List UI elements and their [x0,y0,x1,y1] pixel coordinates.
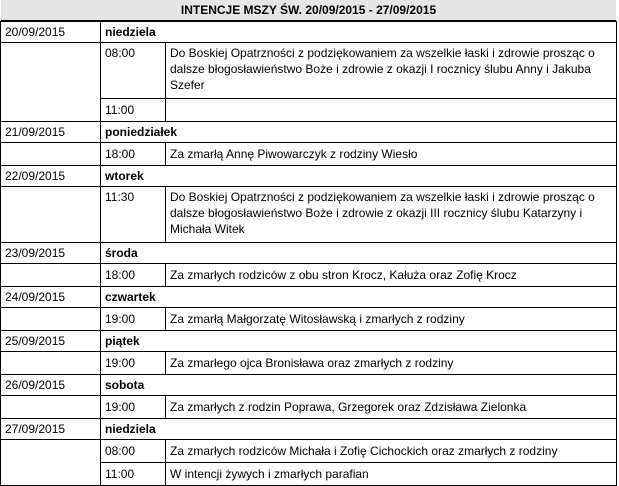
mass-intention: Za zmarłych rodziców z obu stron Krocz, Kałuża oraz Zofię Krocz [166,264,617,287]
day-date: 21/09/2015 [1,122,101,143]
day-header-row [1,287,617,308]
day-name: niedziela [101,419,617,440]
day-header-row [1,243,617,264]
day-date: 23/09/2015 [1,243,101,264]
mass-time: 19:00 [101,352,166,375]
day-name: sobota [101,375,617,396]
mass-row [1,43,617,99]
day-date: 27/09/2015 [1,419,101,440]
date-spacer [1,440,101,463]
day-header-row [1,375,617,396]
mass-time: 08:00 [101,440,166,463]
mass-time: 19:00 [101,396,166,419]
intentions-table [0,21,617,486]
mass-time: 19:00 [101,308,166,331]
mass-intention: W intencji żywych i zmarłych parafian [166,463,617,486]
date-spacer [1,396,101,419]
mass-time: 18:00 [101,264,166,287]
date-spacer [1,308,101,331]
mass-row [1,99,617,122]
mass-intention: Za zmarłych rodziców Michała i Zofię Cichockich oraz zmarłych z rodziny [166,440,617,463]
mass-time: 11:30 [101,187,166,243]
day-name: poniedziałek [101,122,617,143]
day-header-row [1,122,617,143]
date-spacer [1,43,101,99]
mass-row [1,440,617,463]
mass-time: 11:00 [101,463,166,486]
mass-row [1,463,617,486]
mass-intention: Za zmarłą Annę Piwowarczyk z rodziny Wiesło [166,143,617,166]
mass-time: 08:00 [101,43,166,99]
day-header-row [1,166,617,187]
day-name: piątek [101,331,617,352]
day-date: 22/09/2015 [1,166,101,187]
day-name: czwartek [101,287,617,308]
day-name: wtorek [101,166,617,187]
date-spacer [1,187,101,243]
date-spacer [1,352,101,375]
day-date: 20/09/2015 [1,22,101,43]
day-name: niedziela [101,22,617,43]
mass-row [1,187,617,243]
day-date: 26/09/2015 [1,375,101,396]
mass-row [1,396,617,419]
mass-intention: Do Boskiej Opatrzności z podziękowaniem za wszelkie łaski i zdrowie prosząc o dalsze błogosławieństwo Boże i zdrowie z okazji I rocznicy ślubu Anny i Jakuba Szefer [166,43,617,99]
date-spacer [1,143,101,166]
day-header-row [1,419,617,440]
day-name: środa [101,243,617,264]
mass-intention: Za zmarłego ojca Bronisława oraz zmarłych z rodziny [166,352,617,375]
date-spacer [1,463,101,486]
mass-time: 18:00 [101,143,166,166]
mass-row [1,143,617,166]
day-date: 24/09/2015 [1,287,101,308]
mass-row [1,308,617,331]
day-date: 25/09/2015 [1,331,101,352]
sheet-title: INTENCJE MSZY ŚW. 20/09/2015 - 27/09/2015 [1,0,616,21]
date-spacer [1,99,101,122]
mass-intention: Za zmarłą Małgorzatę Witosławską i zmarłych z rodziny [166,308,617,331]
mass-row [1,264,617,287]
mass-intention: Za zmarłych z rodzin Poprawa, Grzegorek oraz Zdzisława Zielonka [166,396,617,419]
day-header-row [1,331,617,352]
date-spacer [1,264,101,287]
mass-intention [166,99,617,122]
day-header-row [1,22,617,43]
mass-time: 11:00 [101,99,166,122]
mass-row [1,352,617,375]
mass-intention: Do Boskiej Opatrzności z podziękowaniem za wszelkie łaski i zdrowie prosząc o dalsze błogosławieństwo Boże i zdrowie z okazji III rocznicy ślubu Katarzyny i Michała Witek [166,187,617,243]
